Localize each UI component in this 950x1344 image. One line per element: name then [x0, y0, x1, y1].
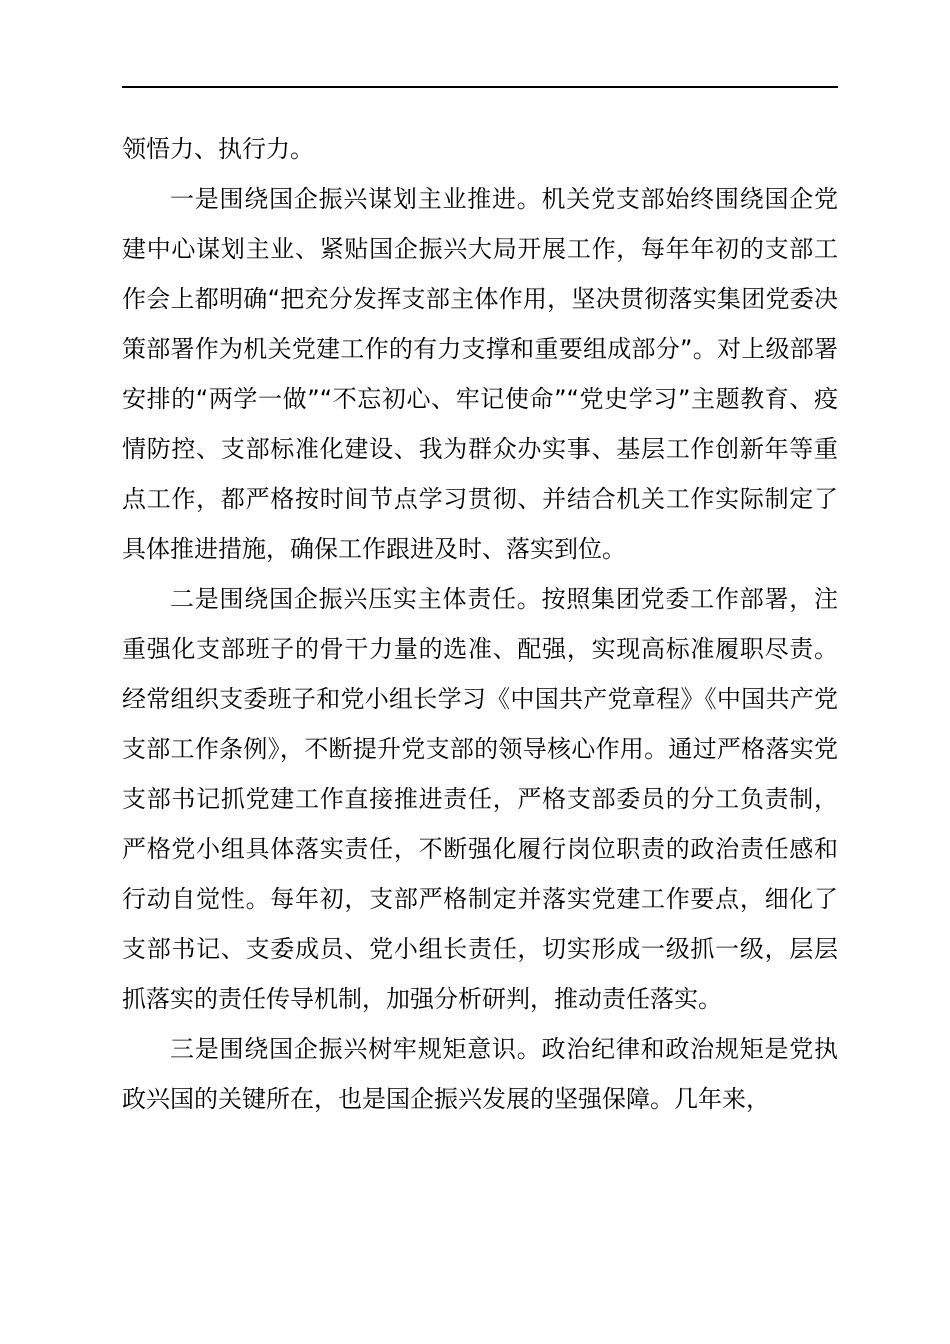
paragraph-point-one: 一是围绕国企振兴谋划主业推进。机关党支部始终围绕国企党建中心谋划主业、紧贴国企振兴大局开展工作，每年年初的支部工作会上都明确“把充分发挥支部主体作用，坚决贯彻落实集团党委决策部署作为机关党建工作的有力支撑和重要组成部分”。对上级部署安排的“两学一做”“不忘初心、牢记使命”“党史学习”主题教育、疫情防控、支部标准化建设、我为群众办实事、基层工作创新年等重点工作，都严格按时间节点学习贯彻、并结合机关工作实际制定了具体推进措施，确保工作跟进及时、落实到位。 — [122, 185, 838, 563]
header-rule — [122, 86, 838, 88]
paragraph-point-three: 三是围绕国企振兴树牢规矩意识。政治纪律和政治规矩是党执政兴国的关键所在，也是国企振兴发展的坚强保障。几年来， — [122, 1035, 838, 1113]
document-body — [122, 124, 838, 1124]
paragraph-point-two: 二是围绕国企振兴压实主体责任。按照集团党委工作部署，注重强化支部班子的骨干力量的选准、配强，实现高标准履职尽责。经常组织支委班子和党小组长学习《中国共产党章程》《中国共产党支部工作条例》，不断提升党支部的领导核心作用。通过严格落实党支部书记抓党建工作直接推进责任，严格支部委员的分工负责制，严格党小组具体落实责任，不断强化履行岗位职责的政治责任感和行动自觉性。每年初，支部严格制定并落实党建工作要点，细化了支部书记、支委成员、党小组长责任，切实形成一级抓一级，层层抓落实的责任传导机制，加强分析研判，推动责任落实。 — [122, 585, 838, 1013]
paragraph-continuation: 领悟力、执行力。 — [122, 135, 314, 163]
